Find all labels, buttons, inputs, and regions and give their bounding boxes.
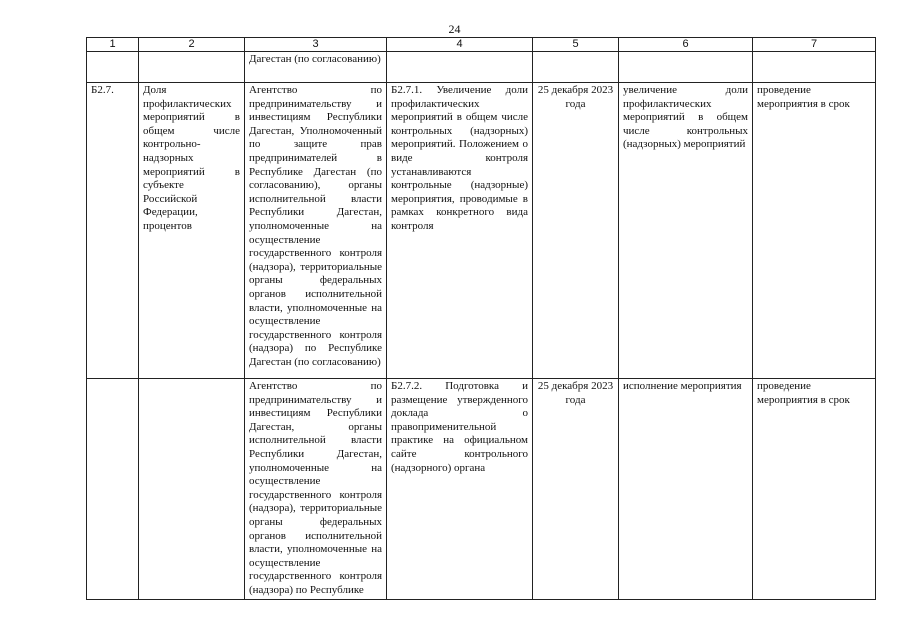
action-cell: Б2.7.1. Увеличение доли профилактических мероприятий в общем числе контрольных (надзорных) мероприятий. Положением о виде контроля устанавливаются контрольные (надзорные) мероприятия, проводимые в рамках конкретного вида контроля [387, 83, 533, 379]
cell-empty [87, 52, 139, 83]
result-cell: исполнение мероприятия [619, 379, 753, 600]
responsible-cell: Агентство по предпринимательству и инвестициям Республики Дагестан, Уполномоченный по защите прав предпринимателей в Республике Дагестан (по согласованию), органы исполнительной власти Республики Дагестан, уполномоченные на осуществление государственного контроля (надзора), территориальные органы федеральных органов исполнительной власти, уполномоченные на осуществление государственного контроля (надзора) по Республике Дагестан (по согласованию) [245, 83, 387, 379]
deadline-cell: 25 декабря 2023 года [533, 379, 619, 600]
cell-empty [619, 52, 753, 83]
column-header: 4 [387, 38, 533, 52]
code-cell: Б2.7. [87, 83, 139, 379]
indicator-value-cell: проведение мероприятия в срок [753, 83, 876, 379]
measures-table [86, 37, 876, 600]
column-header: 5 [533, 38, 619, 52]
deadline-cell: 25 декабря 2023 года [533, 83, 619, 379]
responsible-cell: Агентство по предпринимательству и инвестициям Республики Дагестан, органы исполнительной власти Республики Дагестан, уполномоченные на осуществление государственного контроля (надзора), территориальные органы федеральных органов исполнительной власти, уполномоченные на осуществление государственного контроля (надзора) по Республике [245, 379, 387, 600]
column-header: 1 [87, 38, 139, 52]
result-cell: увеличение доли профилактических мероприятий в общем числе контрольных (надзорных) мероприятий [619, 83, 753, 379]
column-header: 7 [753, 38, 876, 52]
column-header: 3 [245, 38, 387, 52]
column-header: 6 [619, 38, 753, 52]
table-row-continuation [87, 52, 876, 83]
action-cell: Б2.7.2. Подготовка и размещение утвержденного доклада о правоприменительной практике на официальном сайте контрольного (надзорного) органа [387, 379, 533, 600]
table-row [87, 379, 876, 600]
page-number: 24 [448, 22, 461, 36]
cell-empty [533, 52, 619, 83]
table-row [87, 83, 876, 379]
column-header: 2 [139, 38, 245, 52]
indicator-cell [139, 379, 245, 600]
cell-empty [753, 52, 876, 83]
cell-empty [139, 52, 245, 83]
cell-empty [387, 52, 533, 83]
responsible-cell: Дагестан (по согласованию) [245, 52, 387, 83]
indicator-cell: Доля профилактических мероприятий в общем числе контрольно-надзорных мероприятий в субъекте Российской Федерации, процентов [139, 83, 245, 379]
code-cell [87, 379, 139, 600]
table-header-row [87, 38, 876, 52]
indicator-value-cell: проведение мероприятия в срок [753, 379, 876, 600]
